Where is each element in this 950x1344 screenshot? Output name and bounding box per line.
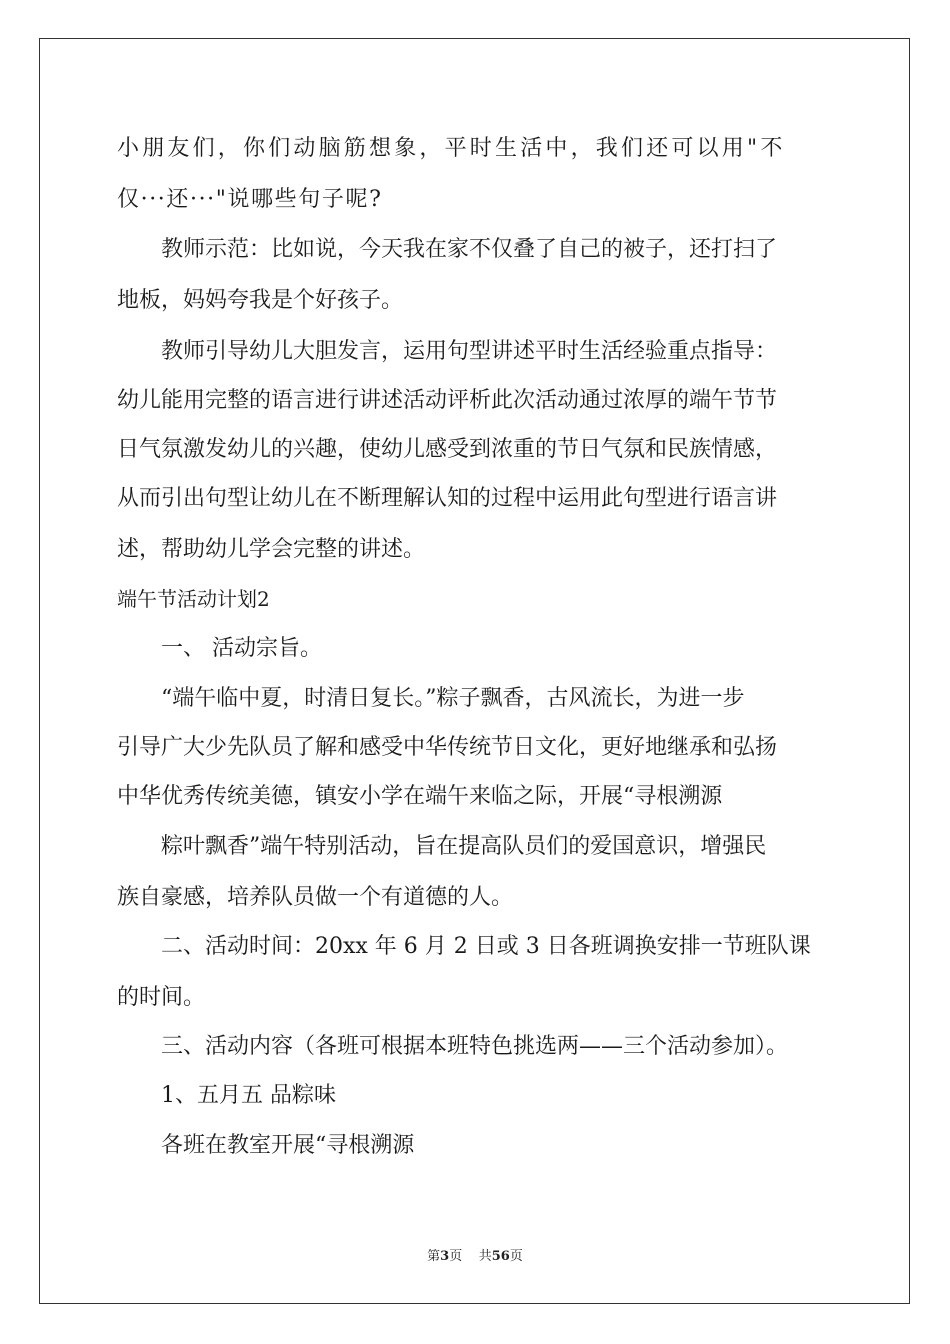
paragraph-line: 幼儿能用完整的语言进行讲述活动评析此次活动通过浓厚的端午节节 [117,388,778,413]
paragraph-line: 粽叶飘香”端午特别活动，旨在提高队员们的爱国意识，增强民 [161,834,767,859]
paragraph-line: 述，帮助幼儿学会完整的讲述。 [117,537,426,562]
footer-total-prefix: 共 [478,1249,492,1264]
paragraph-line: “端午临中夏，时清日复长。”粽子飘香，古风流长，为进一步 [161,686,745,711]
footer-page-suffix: 页 [449,1249,463,1264]
paragraph-line: 教师引导幼儿大胆发言，运用句型讲述平时生活经验重点指导： [161,339,778,364]
paragraph-line: 教师示范：比如说，今天我在家不仅叠了自己的被子，还打扫了 [161,237,778,262]
paragraph-line: 仅···还···"说哪些句子呢? [117,187,383,212]
footer-total-suffix: 页 [509,1249,523,1264]
paragraph-line: 地板，妈妈夸我是个好孩子。 [117,288,404,313]
paragraph-line: 的时间。 [117,985,206,1010]
footer-prefix: 第 [427,1249,441,1264]
paragraph-line: 二、活动时间：20xx 年 6 月 2 日或 3 日各班调换安排一节班队课 [161,934,811,959]
paragraph-line: 引导广大少先队员了解和感受中华传统节日文化，更好地继承和弘扬 [117,735,778,760]
paragraph-line: 各班在教室开展“寻根溯源 [161,1133,415,1158]
page-footer [0,1248,950,1266]
section-heading: 一、 活动宗旨。 [161,636,322,661]
paragraph-line: 族自豪感，培养队员做一个有道德的人。 [117,885,514,910]
paragraph-line: 小朋友们，你们动脑筋想象，平时生活中，我们还可以用"不 [117,136,786,161]
section-heading: 端午节活动计划2 [117,587,270,611]
page-border [39,38,910,1304]
footer-page-number: 3 [440,1249,450,1264]
paragraph-line: 三、活动内容（各班可根据本班特色挑选两——三个活动参加）。 [161,1034,789,1059]
paragraph-line: 日气氛激发幼儿的兴趣，使幼儿感受到浓重的节日气氛和民族情感， [117,437,778,462]
paragraph-line: 中华优秀传统美德，镇安小学在端午来临之际，开展“寻根溯源 [117,784,723,809]
list-item: 1、五月五 品粽味 [161,1083,336,1108]
paragraph-line: 从而引出句型让幼儿在不断理解认知的过程中运用此句型进行语言讲 [117,486,778,511]
footer-total-pages: 56 [491,1249,510,1264]
